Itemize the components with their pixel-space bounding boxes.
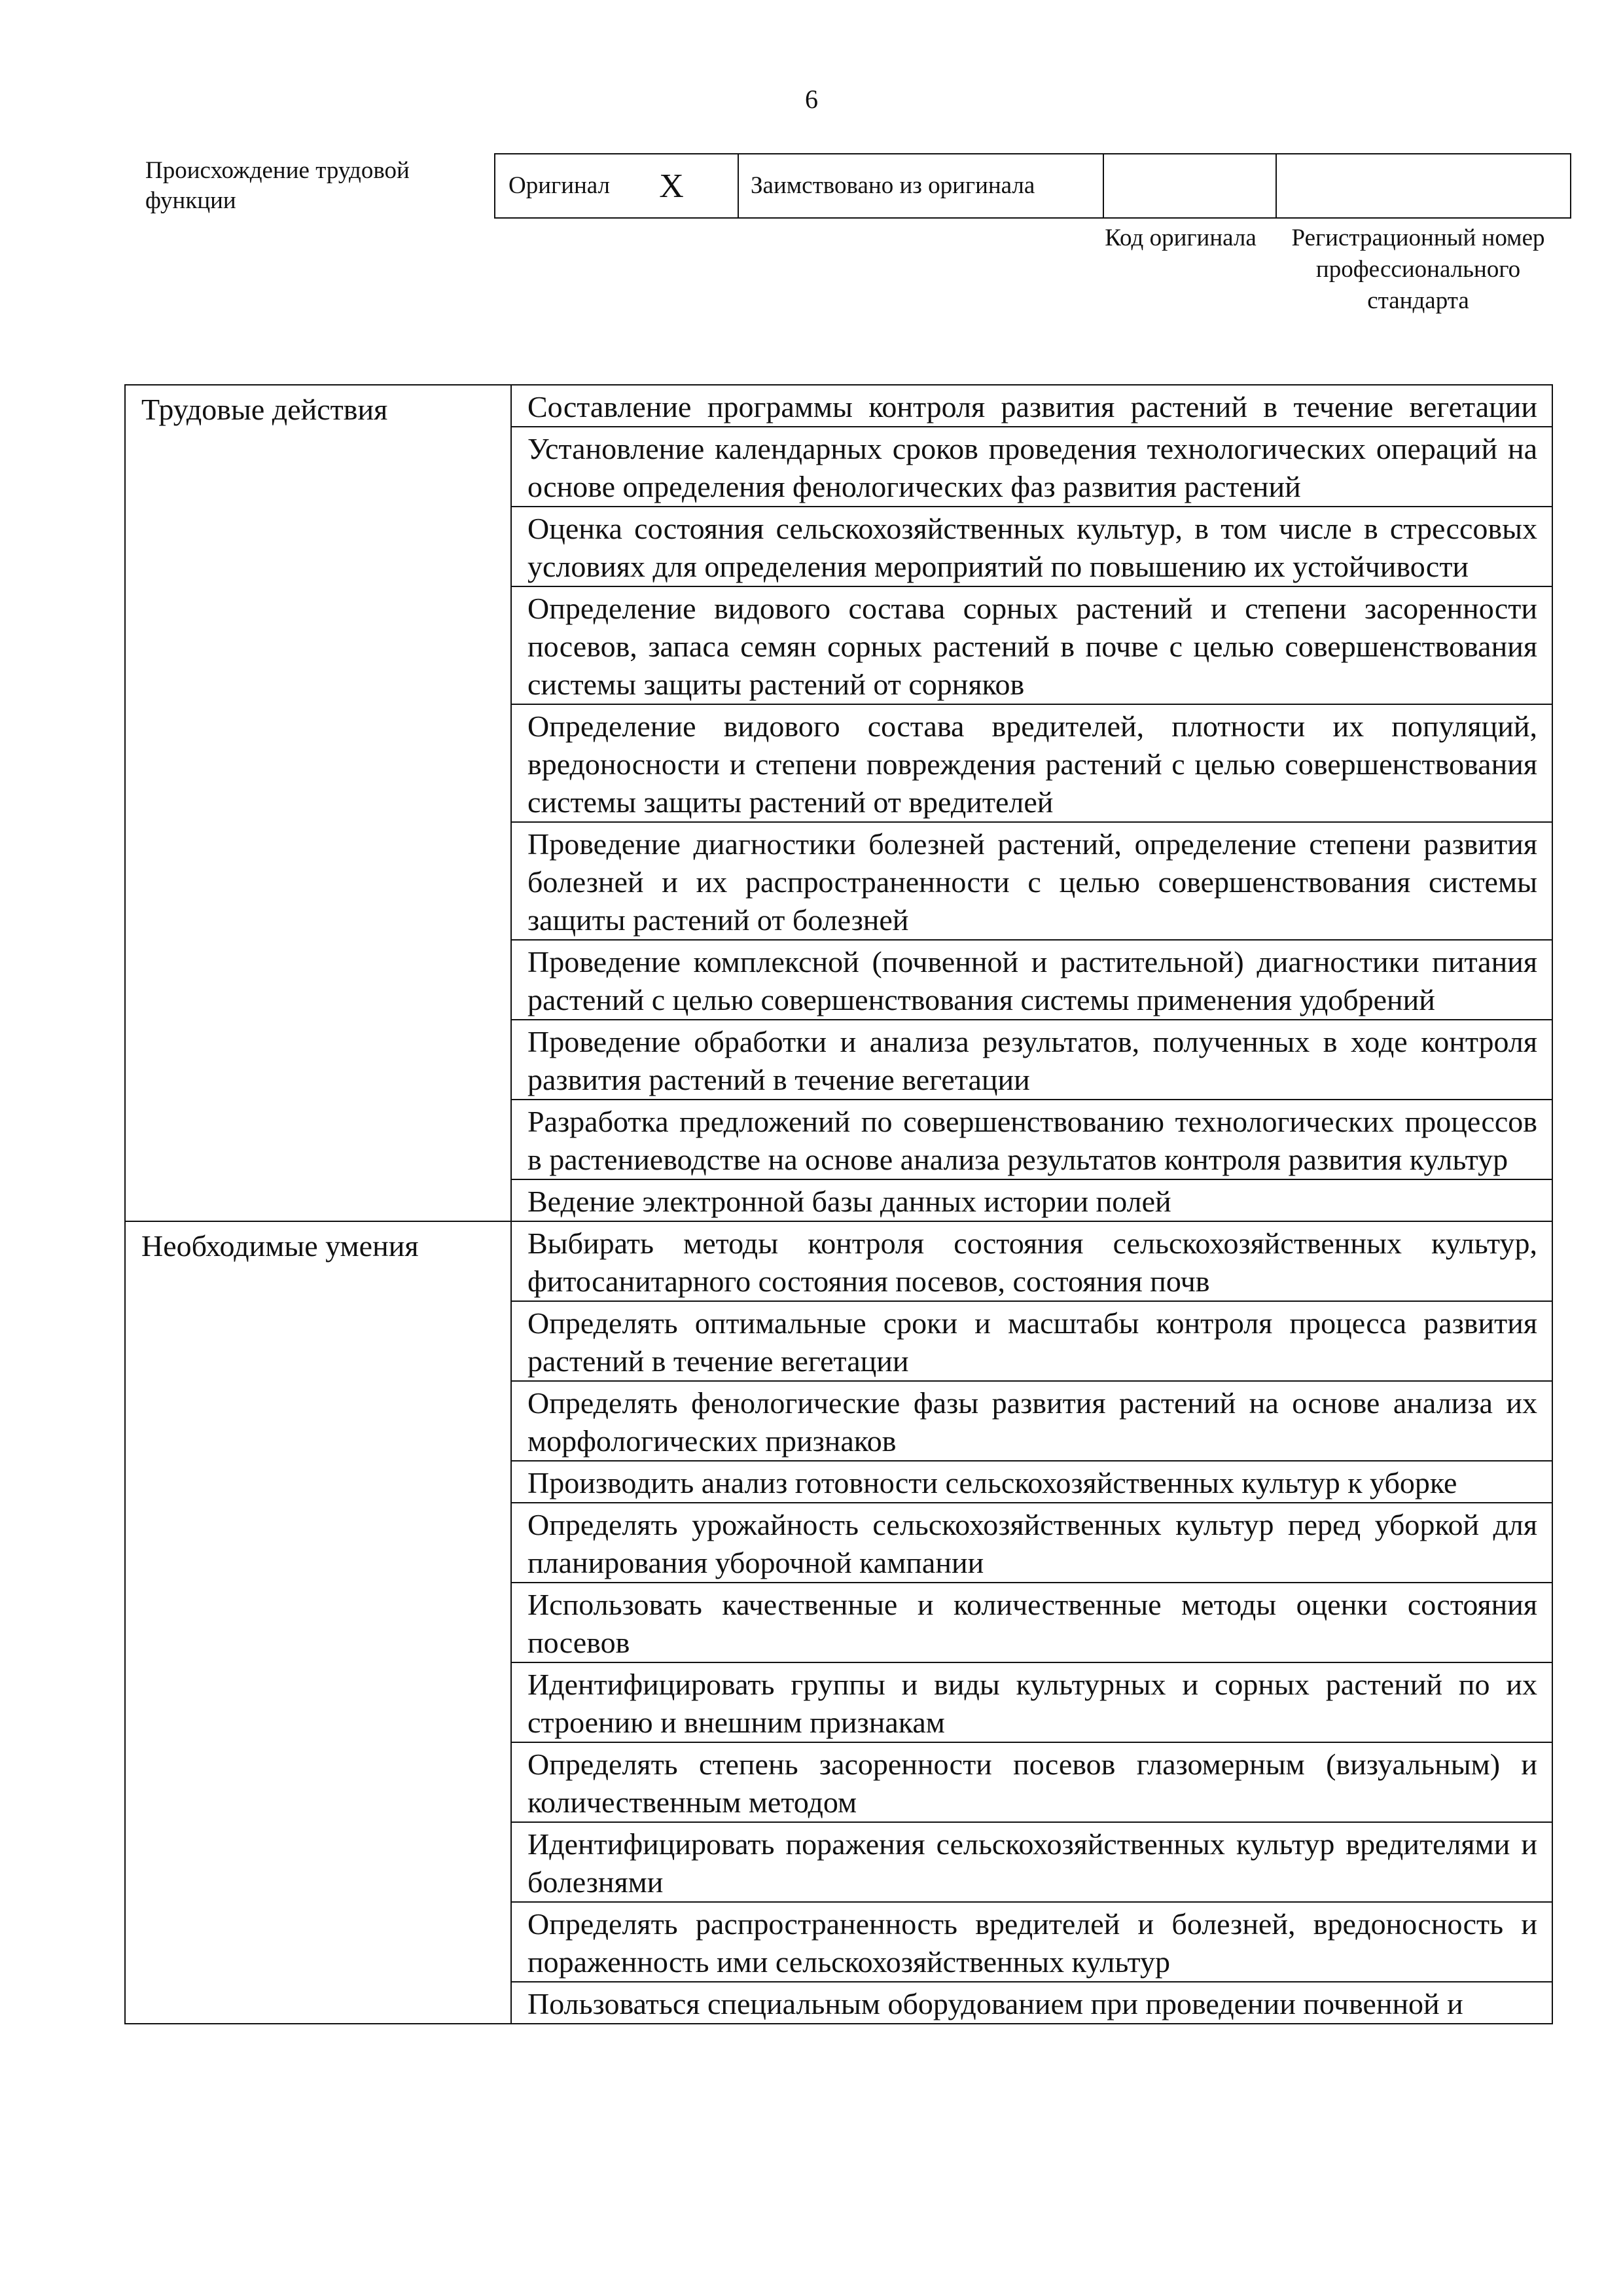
list-item: Использовать качественные и количественные методы оценки состояния посевов <box>511 1583 1552 1662</box>
origin-code-cell <box>1103 154 1276 218</box>
list-item: Определять урожайность сельскохозяйственных культур перед уборкой для планирования уборочной кампании <box>511 1503 1552 1583</box>
labor-actions-header: Трудовые действия <box>125 385 511 1221</box>
origin-label: Происхождение трудовой функции <box>145 157 410 214</box>
list-item: Определение видового состава сорных растений и степени засоренности посевов, запаса семян сорных растений в почве с целью совершенствования системы защиты растений от сорняков <box>511 586 1552 704</box>
function-table <box>124 384 1553 2024</box>
origin-table <box>494 153 1571 219</box>
required-skills-header: Необходимые умения <box>125 1221 511 2024</box>
list-item: Проведение диагностики болезней растений, определение степени развития болезней и их распространенности с целью совершенствования системы защиты растений от болезней <box>511 822 1552 940</box>
list-item: Выбирать методы контроля состояния сельскохозяйственных культур, фитосанитарного состояния посевов, состояния почв <box>511 1221 1552 1301</box>
list-item: Производить анализ готовности сельскохозяйственных культур к уборке <box>511 1461 1552 1503</box>
list-item: Оценка состояния сельскохозяйственных культур, в том числе в стрессовых условиях для определения мероприятий по повышению их устойчивости <box>511 507 1552 586</box>
list-item: Установление календарных сроков проведения технологических операций на основе определения фенологических фаз развития растений <box>511 427 1552 507</box>
table-row <box>125 385 1552 427</box>
list-item: Ведение электронной базы данных истории полей <box>511 1179 1552 1221</box>
list-item: Определять распространенность вредителей и болезней, вредоносность и пораженность ими сельскохозяйственных культур <box>511 1902 1552 1982</box>
table-row <box>125 1221 1552 1301</box>
origin-reg-cell <box>1276 154 1571 218</box>
code-caption: Код оригинала <box>1105 224 1257 251</box>
origin-original-mark: X <box>659 167 684 205</box>
list-item: Составление программы контроля развития растений в течение вегетации <box>511 385 1552 427</box>
list-item: Пользоваться специальным оборудованием при проведении почвенной и <box>511 1982 1552 2024</box>
page-number: 6 <box>805 84 818 114</box>
list-item: Определять фенологические фазы развития растений на основе анализа их морфологических признаков <box>511 1381 1552 1461</box>
list-item: Определять оптимальные сроки и масштабы контроля процесса развития растений в течение вегетации <box>511 1301 1552 1381</box>
origin-original-cell <box>495 154 738 218</box>
list-item: Проведение комплексной (почвенной и растительной) диагностики питания растений с целью совершенствования системы применения удобрений <box>511 940 1552 1020</box>
origin-original-label: Оригинал <box>508 171 611 199</box>
list-item: Идентифицировать поражения сельскохозяйственных культур вредителями и болезнями <box>511 1822 1552 1902</box>
list-item: Определять степень засоренности посевов глазомерным (визуальным) и количественным методом <box>511 1742 1552 1822</box>
list-item: Идентифицировать группы и виды культурных и сорных растений по их строению и внешним признакам <box>511 1662 1552 1742</box>
list-item: Определение видового состава вредителей, плотности их популяций, вредоносности и степени повреждения растений с целью совершенствования системы защиты растений от вредителей <box>511 704 1552 822</box>
list-item: Разработка предложений по совершенствованию технологических процессов в растениеводстве на основе анализа результатов контроля развития культур <box>511 1100 1552 1179</box>
origin-borrowed-cell: Заимствовано из оригинала <box>738 154 1103 218</box>
reg-number-caption: Регистрационный номер профессионального стандарта <box>1291 224 1545 314</box>
list-item: Проведение обработки и анализа результатов, полученных в ходе контроля развития растений в течение вегетации <box>511 1020 1552 1100</box>
